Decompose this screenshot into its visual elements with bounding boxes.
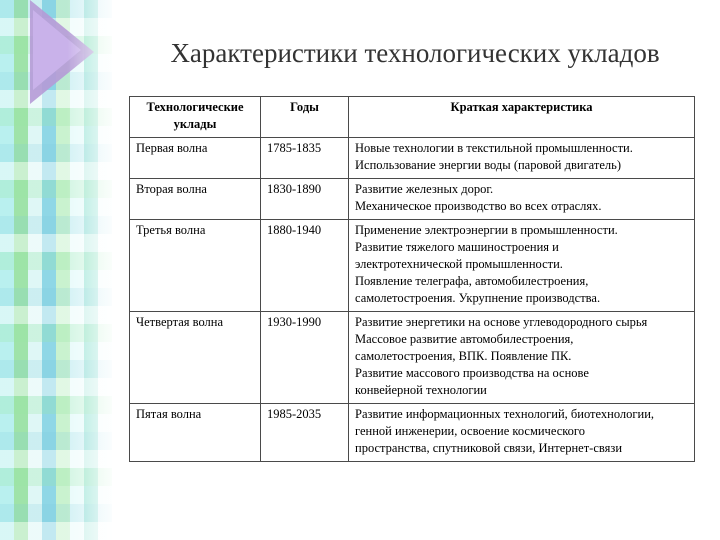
slide-title: Характеристики технологических укладов	[170, 38, 660, 68]
wave-name: Четвертая волна	[130, 312, 261, 404]
description-line: Развитие информационных технологий, биотехнологии,	[355, 407, 655, 421]
description-line: Механическое производство во всех отраслях.	[355, 199, 602, 213]
wave-description	[349, 179, 695, 220]
description-line: самолетостроения, ВПК. Появление ПК.	[355, 349, 572, 363]
decorative-triangle-icon	[30, 0, 94, 104]
header-years: Годы	[261, 97, 349, 138]
wave-years: 1785-1835	[261, 138, 349, 179]
table-row	[130, 138, 695, 179]
description-line: электротехнической промышленности.	[355, 257, 563, 271]
description-line: пространства, спутниковой связи, Интернет-связи	[355, 441, 623, 455]
wave-name: Третья волна	[130, 220, 261, 312]
wave-name: Первая волна	[130, 138, 261, 179]
table-row	[130, 179, 695, 220]
tech-waves-table	[129, 96, 695, 462]
description-line: Новые технологии в текстильной промышленности.	[355, 141, 633, 155]
description-line: Применение электроэнергии в промышленности.	[355, 223, 618, 237]
description-line: Использование энергии воды (паровой двигатель)	[355, 158, 622, 172]
description-line: конвейерной технологии	[355, 383, 487, 397]
description-line: самолетостроения. Укрупнение производства.	[355, 291, 601, 305]
table-row	[130, 220, 695, 312]
table-row	[130, 312, 695, 404]
wave-years: 1930-1990	[261, 312, 349, 404]
wave-name: Пятая волна	[130, 404, 261, 462]
description-line: Развитие железных дорог.	[355, 182, 494, 196]
table-header-row	[130, 97, 695, 138]
header-tech-wave: Технологические уклады	[130, 97, 261, 138]
description-line: Массовое развитие автомобилестроения,	[355, 332, 574, 346]
wave-description	[349, 404, 695, 462]
decorative-mosaic-strip	[0, 0, 112, 540]
description-line: Развитие массового производства на основе	[355, 366, 589, 380]
wave-description	[349, 312, 695, 404]
wave-years: 1985-2035	[261, 404, 349, 462]
wave-description	[349, 220, 695, 312]
description-line: генной инженерии, освоение космического	[355, 424, 585, 438]
wave-description	[349, 138, 695, 179]
wave-years: 1880-1940	[261, 220, 349, 312]
wave-years: 1830-1890	[261, 179, 349, 220]
header-description: Краткая характеристика	[349, 97, 695, 138]
description-line: Развитие энергетики на основе углеводородного сырья	[355, 315, 648, 329]
wave-name: Вторая волна	[130, 179, 261, 220]
description-line: Развитие тяжелого машиностроения и	[355, 240, 559, 254]
description-line: Появление телеграфа, автомобилестроения,	[355, 274, 589, 288]
decorative-triangle-highlight	[33, 10, 81, 90]
table-row	[130, 404, 695, 462]
